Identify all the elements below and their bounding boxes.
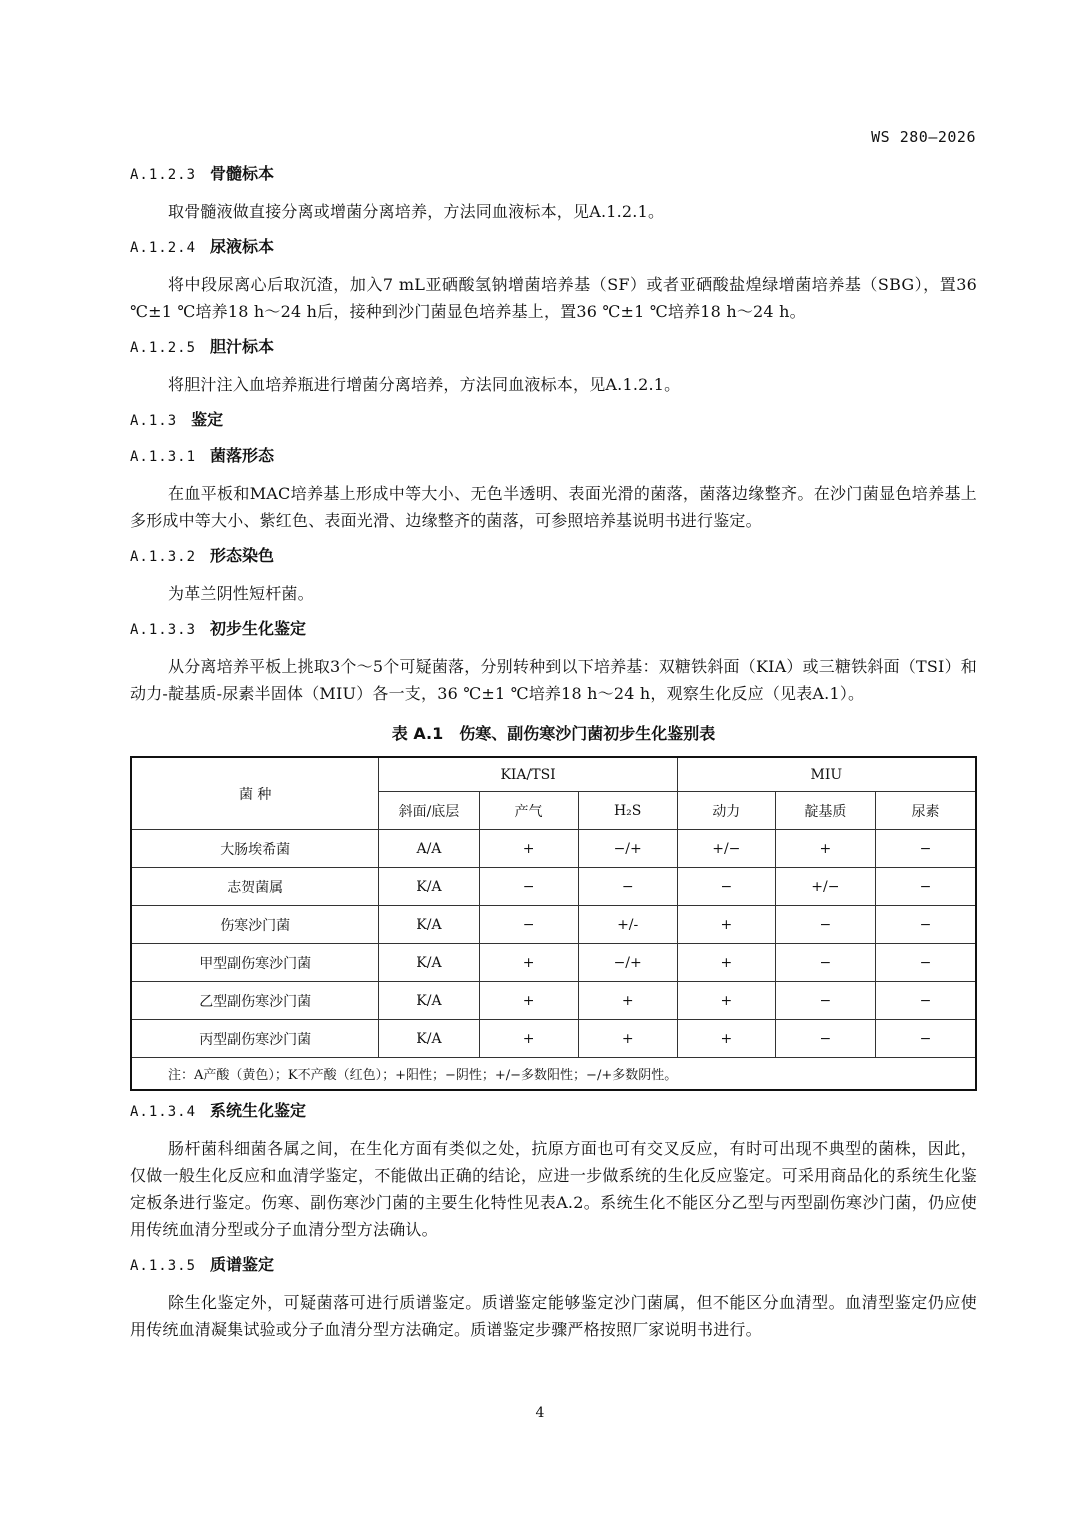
result-cell: − — [775, 982, 875, 1020]
section-number: A.1.2.5 — [130, 340, 197, 356]
result-cell: − — [578, 868, 677, 906]
header-kia-tsi: KIA/TSI — [379, 757, 677, 792]
section-number: A.1.3.5 — [130, 1258, 197, 1274]
section-heading — [130, 617, 977, 641]
section-number: A.1.2.4 — [130, 240, 197, 256]
section-title: 形态染色 — [210, 546, 275, 565]
table-note-row — [131, 1058, 976, 1091]
section-title: 质谱鉴定 — [210, 1255, 275, 1274]
result-cell: + — [578, 982, 677, 1020]
header-gas: 产气 — [479, 792, 578, 830]
header-motility: 动力 — [677, 792, 775, 830]
section-title: 骨髓标本 — [210, 164, 275, 183]
result-cell: + — [479, 944, 578, 982]
header-species: 菌 种 — [131, 757, 379, 830]
table-body — [131, 830, 976, 1058]
species-cell: 乙型副伤寒沙门菌 — [131, 982, 379, 1020]
result-cell: +/− — [775, 868, 875, 906]
document-body — [130, 162, 977, 1353]
result-cell: +/− — [677, 830, 775, 868]
section-heading — [130, 335, 977, 359]
result-cell: − — [677, 868, 775, 906]
result-cell: −/+ — [578, 830, 677, 868]
section-title: 鉴定 — [191, 410, 224, 429]
section-heading — [130, 1253, 977, 1277]
table-header-row — [131, 757, 976, 792]
result-cell: + — [677, 1020, 775, 1058]
paragraph: 将中段尿离心后取沉渣，加入7 mL亚硒酸氢钠增菌培养基（SF）或者亚硒酸盐煌绿增菌培养基（SBG），置36 ℃±1 ℃培养18 h～24 h后，接种到沙门菌显色培养基上，置36 ℃±1 ℃培养18 h～24 h。 — [130, 275, 977, 321]
species-cell: 甲型副伤寒沙门菌 — [131, 944, 379, 982]
section-title: 系统生化鉴定 — [210, 1101, 307, 1120]
section-heading — [130, 235, 977, 259]
result-cell: − — [479, 906, 578, 944]
result-cell: K/A — [379, 868, 479, 906]
section-title: 菌落形态 — [210, 446, 275, 465]
result-cell: − — [875, 868, 976, 906]
paragraph: 为革兰阴性短杆菌。 — [168, 584, 314, 603]
section-number: A.1.3.3 — [130, 622, 197, 638]
section-title: 初步生化鉴定 — [210, 619, 307, 638]
header-h2s: H₂S — [578, 792, 677, 830]
result-cell: + — [479, 982, 578, 1020]
result-cell: + — [578, 1020, 677, 1058]
species-cell: 志贺菌属 — [131, 868, 379, 906]
biochem-table — [130, 756, 977, 1091]
section-heading — [130, 162, 977, 186]
result-cell: − — [775, 944, 875, 982]
result-cell: − — [875, 1020, 976, 1058]
paragraph: 除生化鉴定外，可疑菌落可进行质谱鉴定。质谱鉴定能够鉴定沙门菌属，但不能区分血清型。血清型鉴定仍应使用传统血清凝集试验或分子血清分型方法确定。质谱鉴定步骤严格按照厂家说明书进行。 — [130, 1293, 977, 1339]
table-row — [131, 982, 976, 1020]
table-note: 注：A产酸（黄色）；K不产酸（红色）；+阳性；−阴性；+/−多数阳性；−/+多数阴性。 — [131, 1058, 976, 1091]
result-cell: − — [775, 1020, 875, 1058]
result-cell: + — [775, 830, 875, 868]
section-title: 胆汁标本 — [210, 337, 275, 356]
header-urea: 尿素 — [875, 792, 976, 830]
result-cell: K/A — [379, 944, 479, 982]
result-cell: − — [875, 982, 976, 1020]
species-cell: 伤寒沙门菌 — [131, 906, 379, 944]
result-cell: + — [677, 906, 775, 944]
table-row — [131, 944, 976, 982]
section-number: A.1.2.3 — [130, 167, 197, 183]
header-miu: MIU — [677, 757, 976, 792]
result-cell: K/A — [379, 1020, 479, 1058]
paragraph: 肠杆菌科细菌各属之间，在生化方面有类似之处，抗原方面也可有交叉反应，有时可出现不典型的菌株，因此，仅做一般生化反应和血清学鉴定，不能做出正确的结论，应进一步做系统的生化反应鉴定。可采用商品化的系统生化鉴定板条进行鉴定。伤寒、副伤寒沙门菌的主要生化特性见表A.2。系统生化不能区分乙型与丙型副伤寒沙门菌，仍应使用传统血清分型或分子血清分型方法确认。 — [130, 1139, 977, 1239]
paragraph: 在血平板和MAC培养基上形成中等大小、无色半透明、表面光滑的菌落，菌落边缘整齐。在沙门菌显色培养基上多形成中等大小、紫红色、表面光滑、边缘整齐的菌落，可参照培养基说明书进行鉴定。 — [130, 484, 977, 530]
result-cell: + — [677, 982, 775, 1020]
result-cell: − — [775, 906, 875, 944]
table-row — [131, 906, 976, 944]
result-cell: A/A — [379, 830, 479, 868]
section-heading — [130, 1099, 977, 1123]
page-number: 4 — [535, 1405, 545, 1421]
result-cell: +/- — [578, 906, 677, 944]
section-number: A.1.3.1 — [130, 449, 197, 465]
section-number: A.1.3.4 — [130, 1104, 197, 1120]
table-row — [131, 830, 976, 868]
paragraph: 将胆汁注入血培养瓶进行增菌分离培养，方法同血液标本，见A.1.2.1。 — [168, 375, 681, 394]
table-row — [131, 868, 976, 906]
result-cell: − — [875, 906, 976, 944]
document-code: WS 280—2026 — [871, 128, 976, 146]
result-cell: −/+ — [578, 944, 677, 982]
paragraph: 从分离培养平板上挑取3个～5个可疑菌落，分别转种到以下培养基：双糖铁斜面（KIA）或三糖铁斜面（TSI）和动力-靛基质-尿素半固体（MIU）各一支，36 ℃±1 ℃培养18 h～24 h，观察生化反应（见表A.1）。 — [130, 657, 977, 703]
section-heading — [130, 444, 977, 468]
header-slant-butt: 斜面/底层 — [379, 792, 479, 830]
species-cell: 大肠埃希菌 — [131, 830, 379, 868]
result-cell: + — [479, 1020, 578, 1058]
result-cell: − — [875, 944, 976, 982]
section-title: 尿液标本 — [210, 237, 275, 256]
result-cell: − — [875, 830, 976, 868]
section-heading — [130, 408, 977, 432]
species-cell: 丙型副伤寒沙门菌 — [131, 1020, 379, 1058]
result-cell: + — [479, 830, 578, 868]
section-number: A.1.3 — [130, 413, 178, 429]
header-indole: 靛基质 — [775, 792, 875, 830]
result-cell: + — [677, 944, 775, 982]
result-cell: − — [479, 868, 578, 906]
paragraph: 取骨髓液做直接分离或增菌分离培养，方法同血液标本，见A.1.2.1。 — [168, 202, 665, 221]
result-cell: K/A — [379, 906, 479, 944]
section-number: A.1.3.2 — [130, 549, 197, 565]
table-row — [131, 1020, 976, 1058]
result-cell: K/A — [379, 982, 479, 1020]
section-heading — [130, 544, 977, 568]
table-caption: 表 A.1 伤寒、副伤寒沙门菌初步生化鉴别表 — [391, 724, 716, 743]
